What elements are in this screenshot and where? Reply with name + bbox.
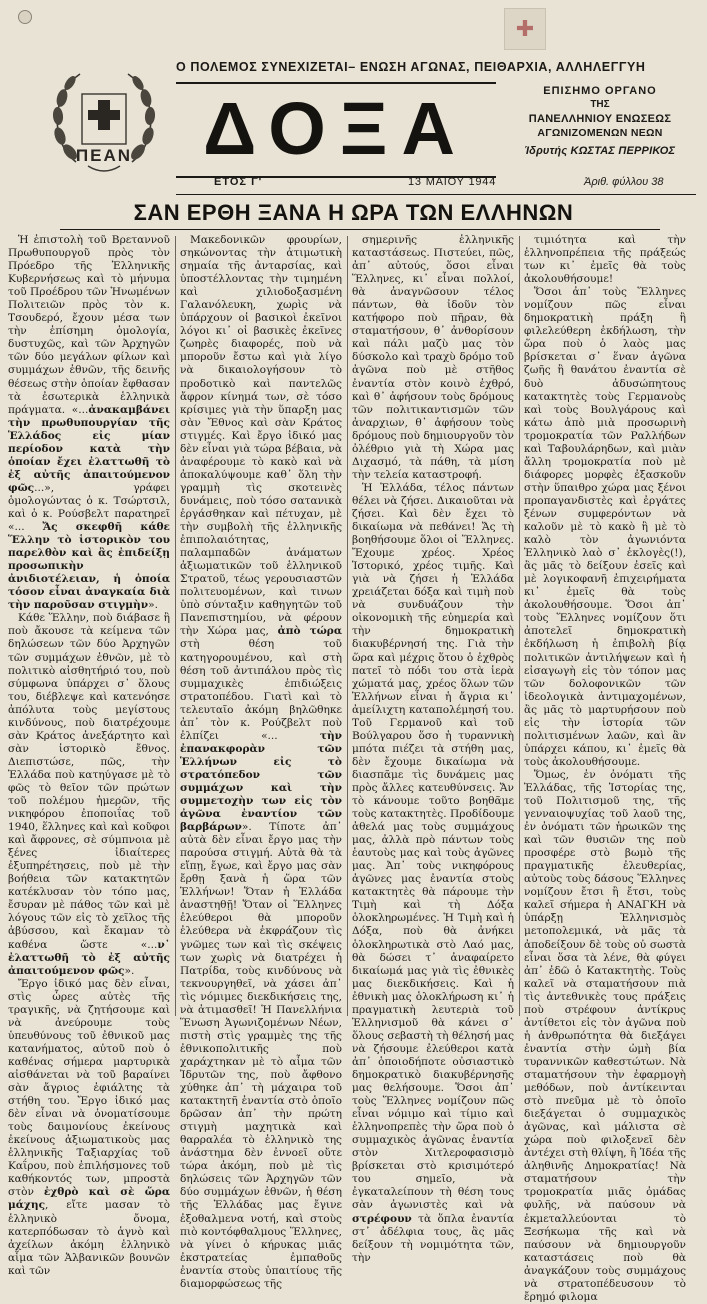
column-divider: [175, 236, 176, 1016]
masthead-slogan: Ο ΠΟΛΕΜΟΣ ΣΥΝΕΧΙΖΕΤΑΙ– ΕΝΩΣΗ ΑΓΩΝΑΣ, ΠΕΙΘΑΡΧΙΑ, ΑΛΛΗΛΕΓΓΥΗ: [176, 60, 646, 74]
article-column-4: [524, 234, 686, 1303]
issue-date: 13 ΜΑΙΟΥ 1944: [408, 176, 497, 188]
paragraph: σημερινῆς ἑλληνικῆς καταστάσεως. Πιστεύει, πῶς, ἀπ᾽ αὐτούς, ὅσοι εἶναι Ἕλληνες, κι᾽ εἶναι πολλοί, θὰ ἀναγνῶσουν τέλος πάντων, θὰ ἰδοῦν τὸν κατήφορο ποὺ πῆραν, θὰ σταματήσουν, θ᾽ ἀνθορίσουν καὶ πάλι μαζὺ μας τὸν δύσκολο καὶ τραχὺ δρόμο τοῦ ἀγῶνα ποὺ μὲ στῆθος ἐναντία στὸν κοινὸ ἐχθρό, καὶ θ᾽ ἀφήσουν τοὺς δρόμους τῶν πολιτικαντισμῶν τῶν ἀναρχιων, θ᾽ ἀφήσουν τοὺς δρόμους ποὺ δημιουργοῦν τὸν ὀλέθριο γιὰ τὴ Χώρα μας Διχασμό, τὰ πάθη, τὰ μίση τὴν τελεία καταστροφή.: [352, 234, 514, 481]
paragraph: Κάθε Ἕλλην, ποὺ διάβασε ἢ ποὺ ἄκουσε τὰ κείμενα τῶν δηλώσεων τῶν δύο Ἀρχηγῶν τῶν συμμάχων ἐθνῶν, μὲ τὸ πολιτικὸ αἰσθητήριό του, ποὺ σύμφωνα ὑπάρχει σ᾽ ὅλους του, διέβλεψε καὶ κατενόησε ἀπόλυτα τοὺς μεγίστους κινδύνους, ποὺ διατρέχουμε σὰν Κράτος ἀνεξάρτητο καὶ σὰν ἱστορικὸ ἔθνος. Διεπιστώσε, πῶς, τὴν Ἑλλάδα ποὺ κατηύγασε μὲ τὸ φῶς τὸ θεῖον τῶν πρώτων τοῦ πολέμου ἡμερῶν, τῆς νικηφόρου ἐποποιΐας τοῦ 1940, ἕλληνες καὶ καὶ κοῦφοι καὶ ἄφρονες, σὲ σύμπνοια μὲ ξένες ἰδιαίτερες ἐξυπηρέτησεις, ποὺ μὲ τὴν βοήθεια τῶν κατακτητῶν κατέκλυσαν τὸν τόπο μας, ἔσυραν μὲ πάθος τῶν καὶ μὲ λόγους τῶν εἰς τὸ χεῖλος τῆς ἀβύσσου, καὶ ἔκαμαν τὸ καθένα ὥστε «...ν᾽ ἐλαττωθῆ τὸ ἐξ αὐτῆς ἀπαιτούμενον φῶς».: [8, 612, 170, 977]
column-divider: [347, 236, 348, 1016]
column-divider: [519, 236, 520, 1016]
pean-emblem: [48, 66, 160, 182]
article-column-2: [180, 234, 342, 1290]
article-column-1: [8, 234, 170, 1277]
masthead-title: ΔΟΞΑ: [203, 86, 469, 170]
paragraph: Ἔργο ἰδικό μας δὲν εἶναι, στὶς ὧρες αὐτὲς τῆς τραγικῆς, νὰ ζητήσουμε καὶ νὰ ἀνεύρουμε τοὺς ὑπευθύνους τοῦ ἐθνικοῦ μας κατανήματος, αὐτοῦ ποὺ ὁ καθένας σήμερα μαρτυρικὰ αἰσθάνεται νὰ τοῦ βαραίνει σὰν ἄγριος ἐφιάλτης τὰ στήθη του. Ἔργο ἰδικό μας δὲν εἶναι νὰ ὀνοματίσουμε τοὺς δαιμονίους ἐκείνους ἐκείνους ἀξιωματικοὺς μας ἑλληνικῆς Ταξιαρχίας τοῦ Καΐρου, ποὺ ἐπιλήσμονες τοῦ καθήκοντός των, μπροστὰ στὸν ἐχθρὸ καὶ σὲ ὥρα μάχης, εἴτε μασαν τὸ ἑλληνικὸ ὄνομα, κατερπόδωσαν τὸ ἁγνὸ καὶ ἀχείλων ἀκόμη ἑλληνικὸ αἷμα τῶν Ἀλβανικῶν βουνῶν καὶ τῶν: [8, 977, 170, 1277]
emphasized-text: Ἄς σκεφθῆ κάθε Ἕλλην τὸ ἱστορικὸν του παρελθὸν καὶ ἂς ἐπιδείξῃ προσωπικὴν ἀνιδιοτέλειαν, ἡ ὁποία τόσον εἶναι ἀναγκαία διὰ τὴν παροῦσαν στιγμὴν: [8, 521, 170, 612]
paragraph: Ὅσοι ἀπ᾽ τοὺς Ἕλληνες νομίζουν πῶς εἶναι δημοκρατικὴ πράξη ἢ φιλελεύθερη ἐκδήλωση, τὴν ὥρα ποὺ ὁ λαὸς μας βρίσκεται σ᾽ ἕναν ἀγῶνα ζωῆς ἢ θανάτου ἐναντία σὲ δυὸ ἀδυσώπητους κατακτητὲς τοὺς Γερμανοὺς καὶ τοὺς Βουλγάρους καὶ κάτω ἀπὸ μιὰ προσωρινὴ τρομοκρατία τῶν Ραλλήδων καὶ Ταβουλάρηδων, καὶ μιὰν ἄλλη τρομοκρατία ποὺ μὲ διάφορες μορφὲς ἐξασκοῦν στὴν ὕπαιθρο χώρα μας ξένοι προπαγανδιστὲς καὶ ἐργάτες ξένων συμφερόντων νὰ καλοῦν μὲ τὸ κακὸ ἢ μὲ τὸ καλὸ τὸν ἀγωνιόντα Ἑλληνικὸ λαὸ σ᾽ ἐκλογὲς(!), ἂς μᾶς τὸ δείξουν ἐσεῖς καὶ μὲ λογικοφανῆ ἐπιχειρήματα κι᾽ ἐμεῖς θὰ τοὺς ἀκολουθήσουμε. Ὅσοι ἀπ᾽ τοὺς Ἕλληνες νομίζουν ὅτι ἀποτελεῖ δημοκρατικὴ ἐκδήλωση ἡ ἐπιβολὴ βίᾳ πολιτικῶν ἀντιλήψεων καὶ ἡ εἰσαγωγὴ εἰς τὸν τόπον μας τῶν δολοφονικῶν τῶν ἰδεολογικὰ ἀντιμαχομένων, ἂς μᾶς τὸ μαρτυρήσουν ποὺ εἰς τὴν ἱστορία τῶν πολιτισμένων λαῶν, καὶ ἂν ὑπάρχει κάπου, κι᾽ ἐμεῖς θὰ τοὺς ἀκολουθήσουμε.: [524, 286, 686, 768]
emphasized-text: ἀνακαμβάνει τὴν πρωθυπουργίαν τῆς Ἑλλάδος εἰς μίαν περίοδον κατὰ τὴν ὁποίαν ἔχει ἐλαττωθῆ τὸ ἐξ αὐτῆς ἀπαιτούμενον φῶς: [8, 403, 170, 494]
org-line-3: ΠΑΝΕΛΛΗΝΙΟΥ ΕΝΩΣΕΩΣ: [528, 113, 672, 125]
paragraph: Ὅμως, ἐν ὀνόματι τῆς Ἑλλάδας, τῆς Ἱστορίας της, τοῦ Πολιτισμοῦ της, τῆς γενναιοψυχίας τοῦ λαοῦ της, ἐν ὀνόματι τῶν ἡρωικῶν της καὶ τῶν θυσιῶν της ποὺ προσφέρε στὸ βωμὸ τῆς πραγματικῆς ἐλευθερίας, αὐτοὺς τοὺς δάσους Ἕλληνες νομίζουν ἔτσι ἢ ἔτσι, τοὺς καλεῖ σήμερα ἡ ΑΝΑΓΚΗ νὰ ὑπάρξῃ Ἑλληνισμὸς μετοπολεμικά, νὰ μᾶς τὰ ἀποδείξουν δὲ τοὺς οὐ σωστὰ εἶναι ὅσα τὰ λένε, θὰ φύγει ἀπ᾽ ἐδῶ ὁ Κατακτητὴς. Τοὺς καλεῖ νὰ σταματήσουν πιὰ τὶς ἀντεθνικὲς τους πράξεις ποὺ στρέφουν ἀντίκρυς ἀντίθετοι εἰς τὸν ἀγῶνα ποὺ ἡ ἀνθρωπότητα θὰ διεξάγει ἐναντία στὴν ὠμὴ βία τυραννικῶν καθεστώτων. Νὰ σταματήσουν τὴν ἐφαρμογὴ μεθόδων, ποὺ ἀντίκεινται στὸ πνεῦμα μὲ τὸ ὁποῖο διεξάγεται ὁ συμμαχικὸς ἀγῶνας, καὶ μάλιστα σὲ χώρα ποὺ φιλοξενεῖ δὲν ἀντέχει στὴ θλίψη, ἢ Ἰδέα τῆς ἀληθινῆς Δημοκρατίας! Νὰ σταματήσουν τὴν τρομοκρατία μιᾶς ὀμάδας φυλῆς, νὰ παύσουν νὰ ἐκμεταλλεύονται τὸ Ξεσήκωμα τῆς καὶ νὰ παύσουν νὰ δημιουργοῦν καταστάσεις ποὺ θὰ ἀναγκάζουν τοὺς συμμάχους νὰ στρατοπέδευσουν τὸ ἔρημό φιλομα: [524, 768, 686, 1303]
article-column-3: [352, 234, 514, 1264]
paragraph: Ἡ Ἑλλάδα, τέλος πάντων θέλει νὰ ζήσει. Δικαιοῦται νὰ ζήσει. Καὶ δὲν ἔχει τὸ δικαίωμα νὰ πεθάνει! Ἄς τὴ βοηθήσουμε ὅλοι οἱ Ἕλληνες. Ἔχουμε χρέος. Χρέος Ἱστορικό, χρέος τιμῆς. Καὶ γιὰ νὰ ζήσει ἡ Ἑλλάδα χρειάζεται δόξα καὶ τιμὴ ποὺ νὰ συνδυάζουν τὴν οἰκονομικὴ τῆς εὐημερία καὶ τὴν δημοκρατικὴ διακυβέρνησή της. Γιὰ τὴν ὥρα καὶ μέχρις ὅτου ὁ ἐχθρὸς πατεῖ τὸ πόδι του στὰ ἱερὰ χώματά μας, χρέος ὅλων τῶν Ἑλλήνων εἶναι ἡ ἄγρια κι᾽ ἀμείλιχτη καταπολέμησή του. Τοῦ Γερμανοῦ καὶ τοῦ Βούλγαρου ὅσο ἡ τυραννικὴ μπότα πιέζει τὰ στήθη μας, δὲν ἔχουμε δικαίωμα νὰ διασπᾶμε τὶς δυνάμεις μας πρὸς ἄλλες κατευθύνσεις. Ἄν τὸ κάνουμε τοῦτο βοηθᾶμε τοὺς κατακτητὲς. Προδίδουμε ἀθελά μας τοὺς συμμάχους μας, ἀλλὰ πρὸ πάντων τοὺς ἑαυτοὺς μας καὶ τοὺς ἀγῶνες μας. Ἀπ᾽ τοὺς νικηφόρους ἀγῶνες μας ἐναντία στοὺς κατακτητὲς θὰ πάρουμε τὴν Τιμὴ καὶ τὴ Δόξα ὁλοκληρωμένες. Ἡ Τιμὴ καὶ ἡ Δόξα, ποὺ θὰ ἀνήκει ὁλοκληρωτικὰ στὸ Λαό μας, θὰ δώσει τ᾽ ἀναφαίρετο δικαίωμά μας γιὰ τὶς ἐθνικὲς μας διεκδικήσεις. Καὶ ἡ ἐθνικὴ μας ὁλοκλήρωση κι᾽ ἡ πραγματικὴ λευτεριὰ τοῦ Ἑλληνισμοῦ θὰ κάνει σ᾽ ὅλους σεβαστὴ τὴ θέλησή μας νὰ ζήσουμε ἐλεύθεροι κατὰ ἀπ᾽ ὁποιοδήποτε οὐσιαστικὸ δημοκρατικὸ διακυβέρνησῆς μας θελήσουμε. Ὅσοι ἀπ᾽ τοὺς Ἕλληνες νομίζουν πῶς εἶναι νόμιμο καὶ τίμιο καὶ ἑλληνοπρεπὲς τὴν ὥρα ποὺ ὁ συμμαχικὸς ἀγῶνας ἐναντία στὸν Χιτλεροφασισμὸ βρίσκεται στὸ κρισιμότερό του σημεῖο, νὰ ἐγκαταλείπουν τὴ θέση τους σὰν ἀγωνιστὲς καὶ νὰ στρέφουν τὰ ὅπλα ἐναντία στ᾽ ἀδέλφια τους, ἂς μᾶς δείξουν τὴ νομιμότητα τῶν, τὴν: [352, 481, 514, 1264]
divider: [176, 194, 696, 195]
org-founder: Ἱδρυτής ΚΩΣΤΑΣ ΠΕΡΡΙΚΟΣ: [524, 145, 676, 157]
emphasized-text: στρέφουν: [352, 1212, 412, 1225]
org-line-1: ΕΠΙΣΗΜΟ ΟΡΓΑΝΟ: [543, 85, 657, 97]
emphasized-text: ἀπὸ τώρα: [277, 625, 342, 638]
volume-year: ΕΤΟΣ Γ': [214, 176, 263, 188]
paragraph: τιμιότητα καὶ τὴν ἑλληνοπρέπεια τῆς πράξεώς των κι᾽ ἐμεῖς θὰ τοὺς ἀκολουθήσουμε!: [524, 234, 686, 286]
issue-number: Ἀριθ. φύλλου 38: [584, 176, 664, 188]
divider: [60, 229, 660, 230]
emphasized-text: τὴν ἐπανακφορὰν τῶν Ἑλλήνων εἰς τὸ στρατόπεδον τῶν συμμάχων καὶ τὴν συμμετοχὴν των εἰς τὸν ἀγῶνα ἐναντίον τῶν βαρβάρων: [180, 729, 342, 834]
article-headline: ΣΑΝ ΕΡΘΗ ΞΑΝΑ Η ΩΡΑ ΤΩΝ ΕΛΛΗΝΩΝ: [133, 200, 574, 225]
issue-info-row: [176, 176, 696, 192]
emphasized-text: ἐχθρὸ καὶ σὲ ὥρα μάχης: [8, 1186, 170, 1212]
emphasized-text: ν᾽ ἐλαττωθῆ τὸ ἐξ αὐτῆς ἀπαιτούμενον φῶς: [8, 938, 170, 977]
emblem-label: ΠΕΑΝ: [75, 146, 133, 165]
org-line-4: ΑΓΩΝΙΖΟΜΕΝΩΝ ΝΕΩΝ: [537, 127, 663, 139]
org-line-2: ΤΗΣ: [590, 99, 610, 110]
postage-stamp: [504, 8, 546, 50]
stamp-cross-icon: ✚: [515, 16, 535, 42]
paragraph: Ἡ ἐπιστολὴ τοῦ Βρεταννοῦ Πρωθυπουργοῦ πρὸς τὸν Πρόεδρο τῆς Ἑλληνικῆς Κυβερνήσεως καὶ τὸ μήνυμα τοῦ Προέδρου τῶν Ἡνωμένων Πολιτειῶν πρὸς τὸν κ. Τσουδερό, ἔχουν μέσα των τὴν ἐπίσημη ὁμολογία, δυστυχῶς, καὶ τῶν Ἀρχηγῶν τῶν δύο μεγάλων φίλων καὶ συμμάχων ἐθνῶν, τῆς δεινῆς θέσεως στὴν ὁποίαν ἔφθασαν τὰ ἐσωτερικὰ ἑλληνικὰ πράγματα. «...ἀνακαμβάνει τὴν πρωθυπουργίαν τῆς Ἑλλάδος εἰς μίαν περίοδον κατὰ τὴν ὁποίαν ἔχει ἐλαττωθῆ τὸ ἐξ αὐτῆς ἀπαιτούμενον φῶς...», γράφει ὁμολογώντας ὁ κ. Τσώρτσιλ, καὶ ὁ κ. Ρούσβελτ παρατηρεῖ «... Ἄς σκεφθῆ κάθε Ἕλλην τὸ ἱστορικὸν του παρελθὸν καὶ ἂς ἐπιδείξῃ προσωπικὴν ἀνιδιοτέλειαν, ἡ ὁποία τόσον εἶναι ἀναγκαία διὰ τὴν παροῦσαν στιγμὴν».: [8, 234, 170, 612]
punch-hole: [18, 10, 32, 24]
paragraph: Μακεδονικῶν φρουρίων, σηκώνοντας τὴν ἀτιμωτικὴ σημαία τῆς ἀνταρσίας, καὶ ὑποστέλλοντας τὴν τιμημένη καὶ χιλιοδοξασμένη Γαλανόλευκη, χωρὶς νὰ ὑπάρχουν οἱ βασικοὶ ἐκεῖνοι λόγοι κι᾽ οἱ βασικὲς ἐκεῖνες ζωηρὲς διαφορές, ποὺ νὰ μποροῦν ἔστω καὶ γιὰ λίγο νὰ δικαιολογήσουν τὸ προδοτικὸ καὶ παντελῶς ἄφρον κίνημά των, σὲ τόσο κρίσιμες γιὰ τὴν ὕπαρξη μας σὰν Ἔθνος καὶ σὰν Κράτος στιγμές. Καὶ ἔργο ἰδικό μας δὲν εἶναι γιὰ τώρα βέβαια, νὰ ἀναφέρουμε τὸ κακὸ καὶ νὰ ἀποκαλύψουμε καθ᾽ ὅλη τὴν γραμμὴ τὶς σκοτεινὲς δυνάμεις, ποὺ τόσο σατανικὰ ἐργάσθηκαν καὶ πέτυχαν, μὲ τὴν συμβολὴ τῆς ἑλληνικῆς ἐπιπολαιότητας, παλαμπαδῶν ἀνάματων ἀξιωματικῶν τοῦ ἑλληνικοῦ Στρατοῦ, τέως γερουσιαστῶν πολιτευομένων, καὶ τινων ὑπὸ σύνταξιν καθηγητῶν τοῦ Πανεπιστημίου, νὰ φέρουν τὴν Χώρα μας, ἀπὸ τώρα στὴ θέση τοῦ κατηγορουμένου, καὶ στὴ θέση τοῦ ἀντιπάλου πρὸς τὶς συμμαχικὲς ἐπιδιώξεις στρατοπέδου. Γιατὶ καὶ τὸ τελευταῖο ἀκόμη βηλῶθηκε ἀπ᾽ τὸν κ. Ρούζβελτ ποὺ ἐλπίζει «... τὴν ἐπανακφορὰν τῶν Ἑλλήνων εἰς τὸ στρατόπεδον τῶν συμμάχων καὶ τὴν συμμετοχὴν των εἰς τὸν ἀγῶνα ἐναντίον τῶν βαρβάρων». Τίποτε ἀπ᾽ αὐτὰ δὲν εἶναι ἔργο μας τὴν παρούσα στιγμή. Αὐτὰ θὰ τὰ εἴπῃ, ἔγωε, καὶ ἔργο μας σὰν ἔρθῃ ξανὰ ἡ ὥρα τῶν Ἑλλήνων! Ὅταν ἡ Ἑλλάδα ἀναστηθῇ! Ὅταν οἱ Ἕλληνες ἐλεύθεροι θὰ μποροῦν ἐλεύθερα νὰ ἐκφράζουν τὶς γνῶμες των καὶ τὶς σκέψεις των χωρὶς νὰ διατρέχει ἡ Πατρίδα, τοὺς κινδύνους νὰ τεκνουργηθεῖ, νὰ χάσει ἀπ᾽ τὶς νόμιμες διεκδικήσεις της, νὰ ἀτιμασθεῖ! Ἡ Πανελλήνια Ἕνωση Ἀγωνιζομένων Νέων, πιστὴ στὶς γραμμὲς της τῆς ἐθνικοπολιτικῆς ποὺ χαράχτηκαν μὲ τὸ αἷμα τῶν Ἰδρυτῶν της, ποὺ ἄφθονο χύθηκε ἀπ᾽ τὴ μάχαιρα τοῦ κατακτητῆ ἐναντία στὸ ὁποῖο δρῶσαν ἀπ᾽ τὴν πρώτη στιγμὴ μαχητικὰ καὶ θαρραλέα τὸ ἑλληνικὸ της ἀνάστημα δὲν ἐννοεῖ οὔτε τώρα ἀκόμη, ποὺ μὲ τὶς δηλώσεις τῶν Ἀρχηγῶν τῶν δύο συμμάχων ἐθνῶν, ἡ θέση τῆς Ἑλλάδας μας ἔγινε ἐξοθαλμενα νοτή, καὶ στοὺς πιὸ κοντόφθαλμους Ἕλληνες, νὰ γίνει ὁ κήρυκας μιᾶς ἐκστρατείας ἐμπαθοῦς ἐναντία στοὺς ὑπαιτίους τῆς διαμορφώσεως τῆς: [180, 234, 342, 1290]
organization-box: [505, 84, 695, 166]
